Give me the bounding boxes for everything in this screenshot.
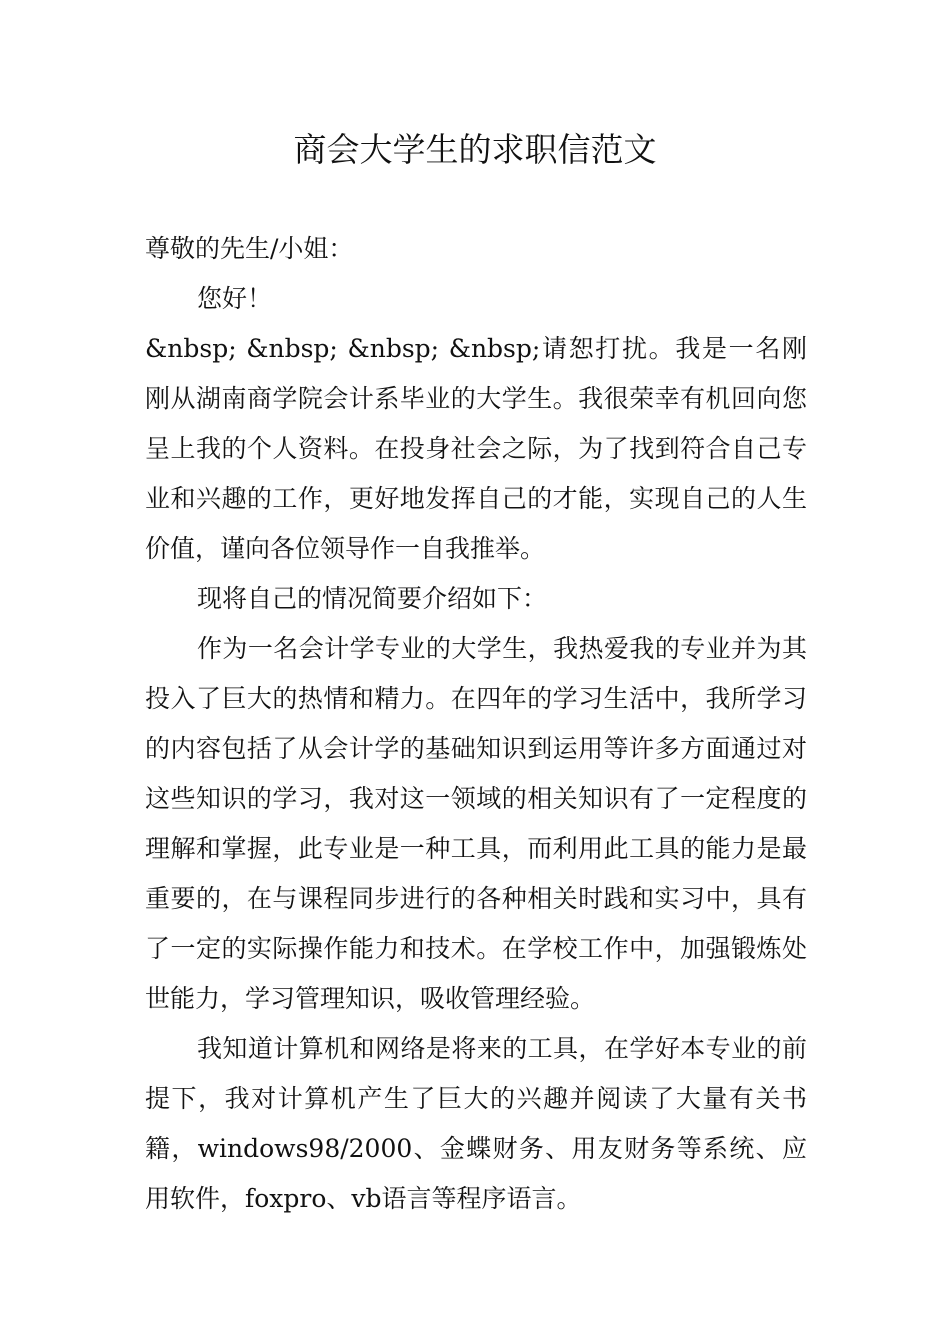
- greeting: 您好！: [197, 284, 273, 313]
- document-title: 商会大学生的求职信范文: [293, 130, 657, 169]
- salutation: 尊敬的先生/小姐：: [145, 234, 354, 263]
- paragraph-major: 作为一名会计学专业的大学生，我热爱我的专业并为其投入了巨大的热情和精力。在四年的学习生活中，我所学习的内容包括了从会计学的基础知识到运用等许多方面通过对这些知识的学习，我对这一领域的相关知识有了一定程度的理解和掌握，此专业是一种工具，而利用此工具的能力是最重要的，在与课程同步进行的各种相关时践和实习中，具有了一定的实际操作能力和技术。在学校工作中，加强锻炼处世能力，学习管理知识，吸收管理经验。: [145, 634, 807, 1013]
- paragraph-overview: 现将自己的情况简要介绍如下：: [197, 584, 548, 613]
- letter-body: [145, 224, 807, 1224]
- paragraph-intro: &nbsp; &nbsp; &nbsp; &nbsp;请恕打扰。我是一名刚刚从湖南商学院会计系毕业的大学生。我很荣幸有机回向您呈上我的个人资料。在投身社会之际，为了找到符合自己专业和兴趣的工作，更好地发挥自己的才能，实现自己的人生价值，谨向各位领导作一自我推举。: [145, 334, 807, 563]
- paragraph-computer: 我知道计算机和网络是将来的工具，在学好本专业的前提下，我对计算机产生了巨大的兴趣并阅读了大量有关书籍，windows98/2000、金蝶财务、用友财务等系统、应用软件，foxpro、vb语言等程序语言。: [145, 1034, 807, 1213]
